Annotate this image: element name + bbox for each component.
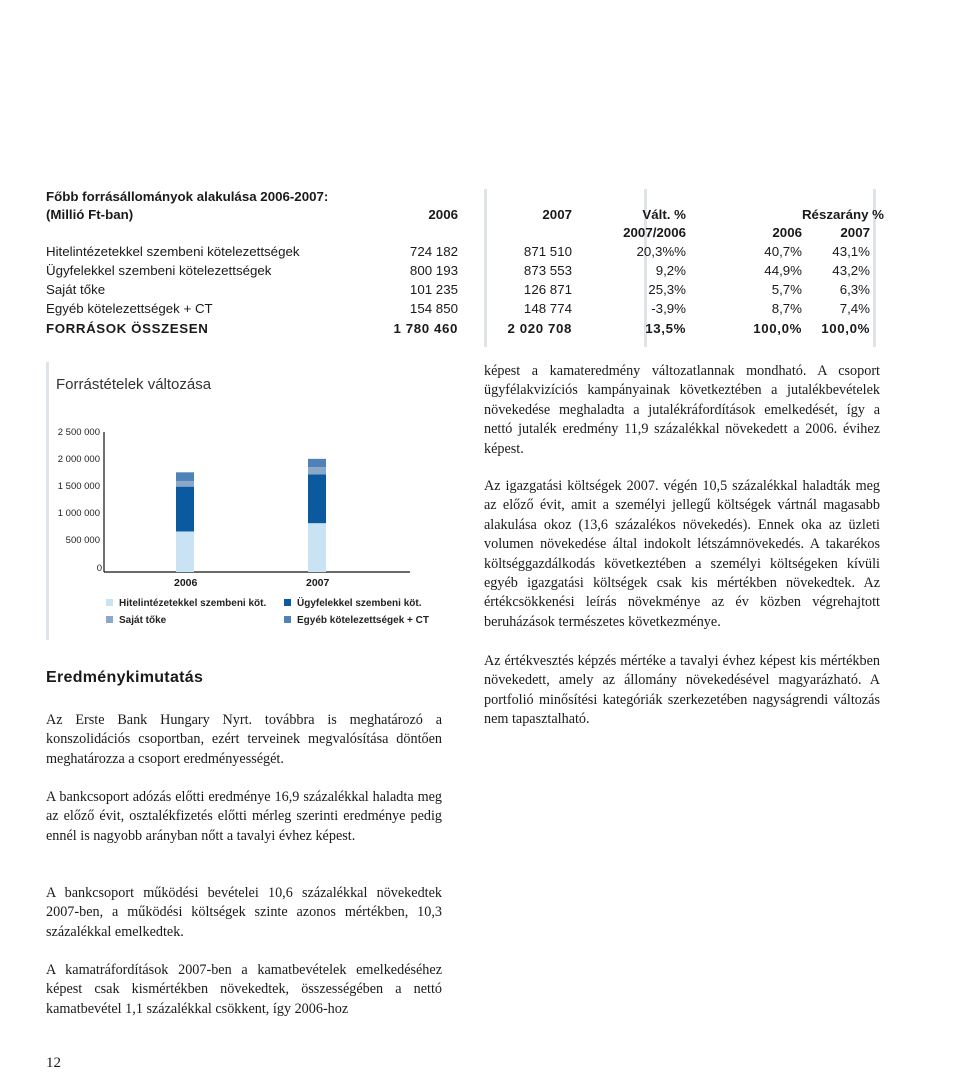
cell-2006: 724 182 <box>409 244 458 259</box>
row-label: Saját tőke <box>46 282 106 297</box>
bar-segment-2007-s2 <box>308 467 326 474</box>
paragraph: Az értékvesztés képzés mértéke a tavalyi évhez képest kis mértékben növekedett, amely az állomány növekedésével magyarázható. A portfolió minősítési kategóriák szerkezetében nagyságrendi változás nem tapasztalható. <box>484 653 880 728</box>
total-r2007: 100,0% <box>821 321 870 336</box>
cell-2007: 148 774 <box>523 301 572 316</box>
cell-2007: 873 553 <box>523 263 572 278</box>
cell-valt: 9,2% <box>655 263 686 278</box>
bar-segment-2007-s0 <box>308 523 326 572</box>
bar-segment-2006-s0 <box>176 531 194 572</box>
total-2006: 1 780 460 <box>393 321 458 336</box>
y-tick-label: 0 <box>96 563 102 574</box>
cell-2006: 800 193 <box>409 263 458 278</box>
cell-valt: 25,3% <box>648 282 686 297</box>
legend-label: Egyéb kötelezettségek + CT <box>297 615 429 626</box>
x-tick-label: 2007 <box>306 577 330 589</box>
header-r2006: 2006 <box>772 225 802 240</box>
header-2007: 2007 <box>542 207 572 222</box>
total-2007: 2 020 708 <box>507 321 572 336</box>
legend-item <box>284 598 422 609</box>
cell-r2006: 8,7% <box>771 301 802 316</box>
cell-r2007: 43,2% <box>832 263 870 278</box>
legend-item <box>106 598 266 609</box>
bar-segment-2006-s2 <box>176 481 194 487</box>
legend-item <box>284 615 429 626</box>
cell-r2006: 40,7% <box>764 244 802 259</box>
legend-label: Ügyfelekkel szembeni köt. <box>297 598 422 609</box>
cell-r2006: 44,9% <box>764 263 802 278</box>
row-label: Hitelintézetekkel szembeni kötelezettségek <box>46 244 300 259</box>
cell-valt: 20,3%% <box>636 244 686 259</box>
row-label: Egyéb kötelezettségek + CT <box>46 301 213 316</box>
paragraph: A bankcsoport adózás előtti eredménye 16,9 százalékkal haladta meg az előző évit, osztalékfizetés előtti mérleg szerinti eredménye pedig ennél is nagyobb arányban nőtt a tavalyi évhez képest. <box>46 789 442 844</box>
legend-label: Saját tőke <box>119 615 167 626</box>
y-tick-label: 1 000 000 <box>57 508 100 519</box>
paragraph: A bankcsoport működési bevételei 10,6 százalékkal növekedtek 2007-ben, a működési költségek szinte azonos mértékben, 10,3 százalékkal emelkedtek. <box>46 885 442 940</box>
cell-r2007: 43,1% <box>832 244 870 259</box>
y-tick-label: 2 000 000 <box>57 454 100 465</box>
legend-swatch <box>284 599 291 606</box>
table-title: Főbb forrásállományok alakulása 2006-2007: <box>46 189 329 204</box>
x-tick-label: 2006 <box>174 577 198 589</box>
header-r2007: 2007 <box>840 225 870 240</box>
legend-label: Hitelintézetekkel szembeni köt. <box>119 598 267 609</box>
header-reszarany: Részarány % <box>801 207 884 222</box>
bar-segment-2006-s3 <box>176 472 194 481</box>
legend-item <box>106 615 166 626</box>
bar-segment-2006-s1 <box>176 487 194 532</box>
total-valt: 13,5% <box>645 321 686 336</box>
legend-swatch <box>106 616 113 623</box>
cell-r2007: 6,3% <box>839 282 870 297</box>
header-2006: 2006 <box>428 207 458 222</box>
cell-r2007: 7,4% <box>839 301 870 316</box>
cell-r2006: 5,7% <box>771 282 802 297</box>
chart-title: Forrástételek változása <box>56 376 212 393</box>
total-label: FORRÁSOK ÖSSZESEN <box>46 321 209 336</box>
paragraph: A kamatráfordítások 2007-ben a kamatbevételek emelkedéséhez képest csak kismértékben növekedtek, összességében a nettó kamatbevétel 1,1 százalékkal csökkent, így 2006-hoz <box>46 962 442 1017</box>
header-valt: Vált. % <box>642 207 686 222</box>
row-label: Ügyfelekkel szembeni kötelezettségek <box>46 263 272 278</box>
bar-segment-2007-s3 <box>308 459 326 467</box>
header-valt-sub: 2007/2006 <box>623 225 686 240</box>
y-tick-label: 500 000 <box>65 535 100 546</box>
paragraph: Az igazgatási költségek 2007. végén 10,5 százalékkal haladták meg az előző évit, amit a személyi jellegű költségek vártnál magasabb alakulása okoz (13,6 százalékos növekedés). Ennek oka az üzleti volumen növekedése által indokolt létszámnövekedés. A takarékos költséggazdálkodás következtében a személyi költségeken kívüli egyéb igazgatási költségek csak kis mértékben növekedtek. Az értékcsökkenési leírás növekménye az év közben végrehajtott beruházások természetes következménye. <box>484 478 880 630</box>
legend-swatch <box>284 616 291 623</box>
bar-segment-2007-s1 <box>308 474 326 523</box>
y-tick-label: 1 500 000 <box>57 481 100 492</box>
y-tick-label: 2 500 000 <box>57 427 100 438</box>
paragraph: képest a kamateredmény változatlannak mondható. A csoport ügyfélakvizíciós kampányainak következtében a jutalékbevételek növekedése meghaladta a jutalékráfordítások emelkedését, így a nettó jutalék eredmény 11,9 százalékkal növekedett a 2006. évihez képest. <box>484 363 880 457</box>
legend-swatch <box>106 599 113 606</box>
cell-2006: 101 235 <box>409 282 458 297</box>
section-heading: Eredménykimutatás <box>46 669 204 686</box>
page-number: 12 <box>46 1055 61 1071</box>
cell-2007: 126 871 <box>523 282 572 297</box>
table-unit: (Millió Ft-ban) <box>46 207 134 222</box>
paragraph: Az Erste Bank Hungary Nyrt. továbbra is meghatározó a konszolidációs csoportban, ezért terveinek megvalósítása döntően meghatározza a csoport eredményességét. <box>46 712 442 767</box>
cell-2007: 871 510 <box>523 244 572 259</box>
total-r2006: 100,0% <box>753 321 802 336</box>
cell-2006: 154 850 <box>409 301 458 316</box>
cell-valt: -3,9% <box>651 301 686 316</box>
